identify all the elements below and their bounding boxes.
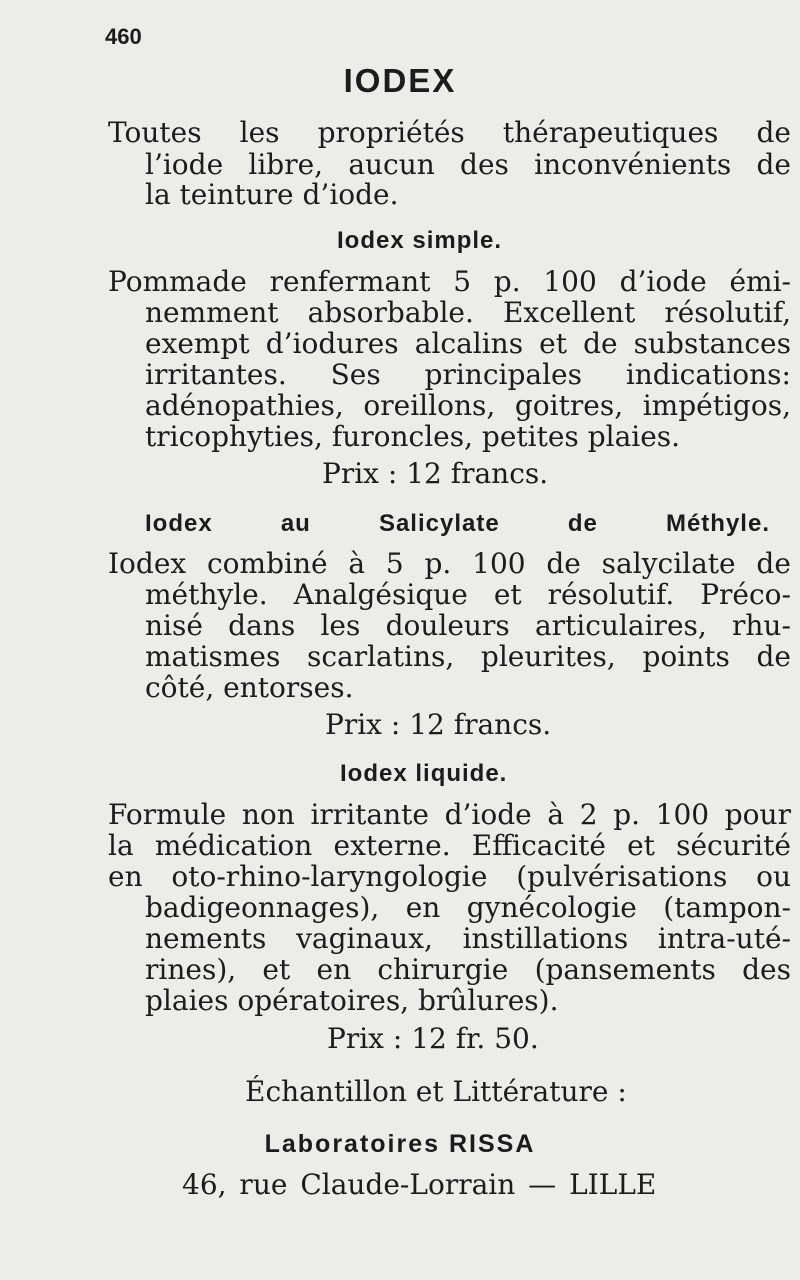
section-line: nisé dans les douleurs articulaires, rhu-	[145, 609, 791, 642]
section-line: irritantes. Ses principales indications:	[145, 358, 791, 391]
section-line: nemment absorbable. Excellent résolutif,	[145, 296, 791, 329]
intro-line: l’iode libre, aucun des inconvénients de	[145, 148, 791, 181]
section-line: Iodex combiné à 5 p. 100 de salycilate de	[108, 547, 791, 580]
sample-line: Échantillon et Littérature :	[245, 1075, 627, 1108]
section-line: tricophyties, furoncles, petites plaies.	[145, 420, 681, 453]
section-line: nements vaginaux, instillations intra-uté-	[145, 922, 791, 955]
section-line: la médication externe. Efficacité et sécurité	[108, 829, 791, 862]
section-line: exempt d’iodures alcalins et de substances	[145, 327, 791, 360]
section-line: rines), et en chirurgie (pansements des	[145, 953, 791, 986]
section-line: matismes scarlatins, pleurites, points de	[145, 640, 791, 673]
price: Prix : 12 francs.	[325, 708, 552, 741]
section-heading: Iodex liquide.	[340, 760, 508, 787]
section-line: méthyle. Analgésique et résolutif. Préco-	[145, 578, 791, 611]
page-number: 460	[105, 24, 142, 49]
laboratory-name: Laboratoires RISSA	[264, 1130, 536, 1158]
section-line: badigeonnages), en gynécologie (tampon-	[145, 891, 791, 924]
intro-line: la teinture d’iode.	[145, 178, 399, 211]
price: Prix : 12 francs.	[322, 457, 549, 490]
section-heading: Iodex au Salicylate de Méthyle.	[145, 510, 770, 537]
section-line: Pommade renfermant 5 p. 100 d’iode émi-	[108, 265, 791, 298]
section-line: en oto-rhino-laryngologie (pulvérisations ou	[108, 860, 791, 893]
intro-line: Toutes les propriétés thérapeutiques de	[108, 116, 791, 149]
address: 46, rue Claude-Lorrain — LILLE	[182, 1168, 657, 1201]
page-title: IODEX	[343, 62, 457, 99]
section-line: adénopathies, oreillons, goitres, impétigos,	[145, 389, 791, 422]
section-line: plaies opératoires, brûlures).	[145, 984, 559, 1017]
price: Prix : 12 fr. 50.	[327, 1022, 539, 1055]
section-line: côté, entorses.	[145, 671, 354, 704]
section-line: Formule non irritante d’iode à 2 p. 100 pour	[108, 798, 791, 831]
section-heading: Iodex simple.	[337, 227, 503, 254]
